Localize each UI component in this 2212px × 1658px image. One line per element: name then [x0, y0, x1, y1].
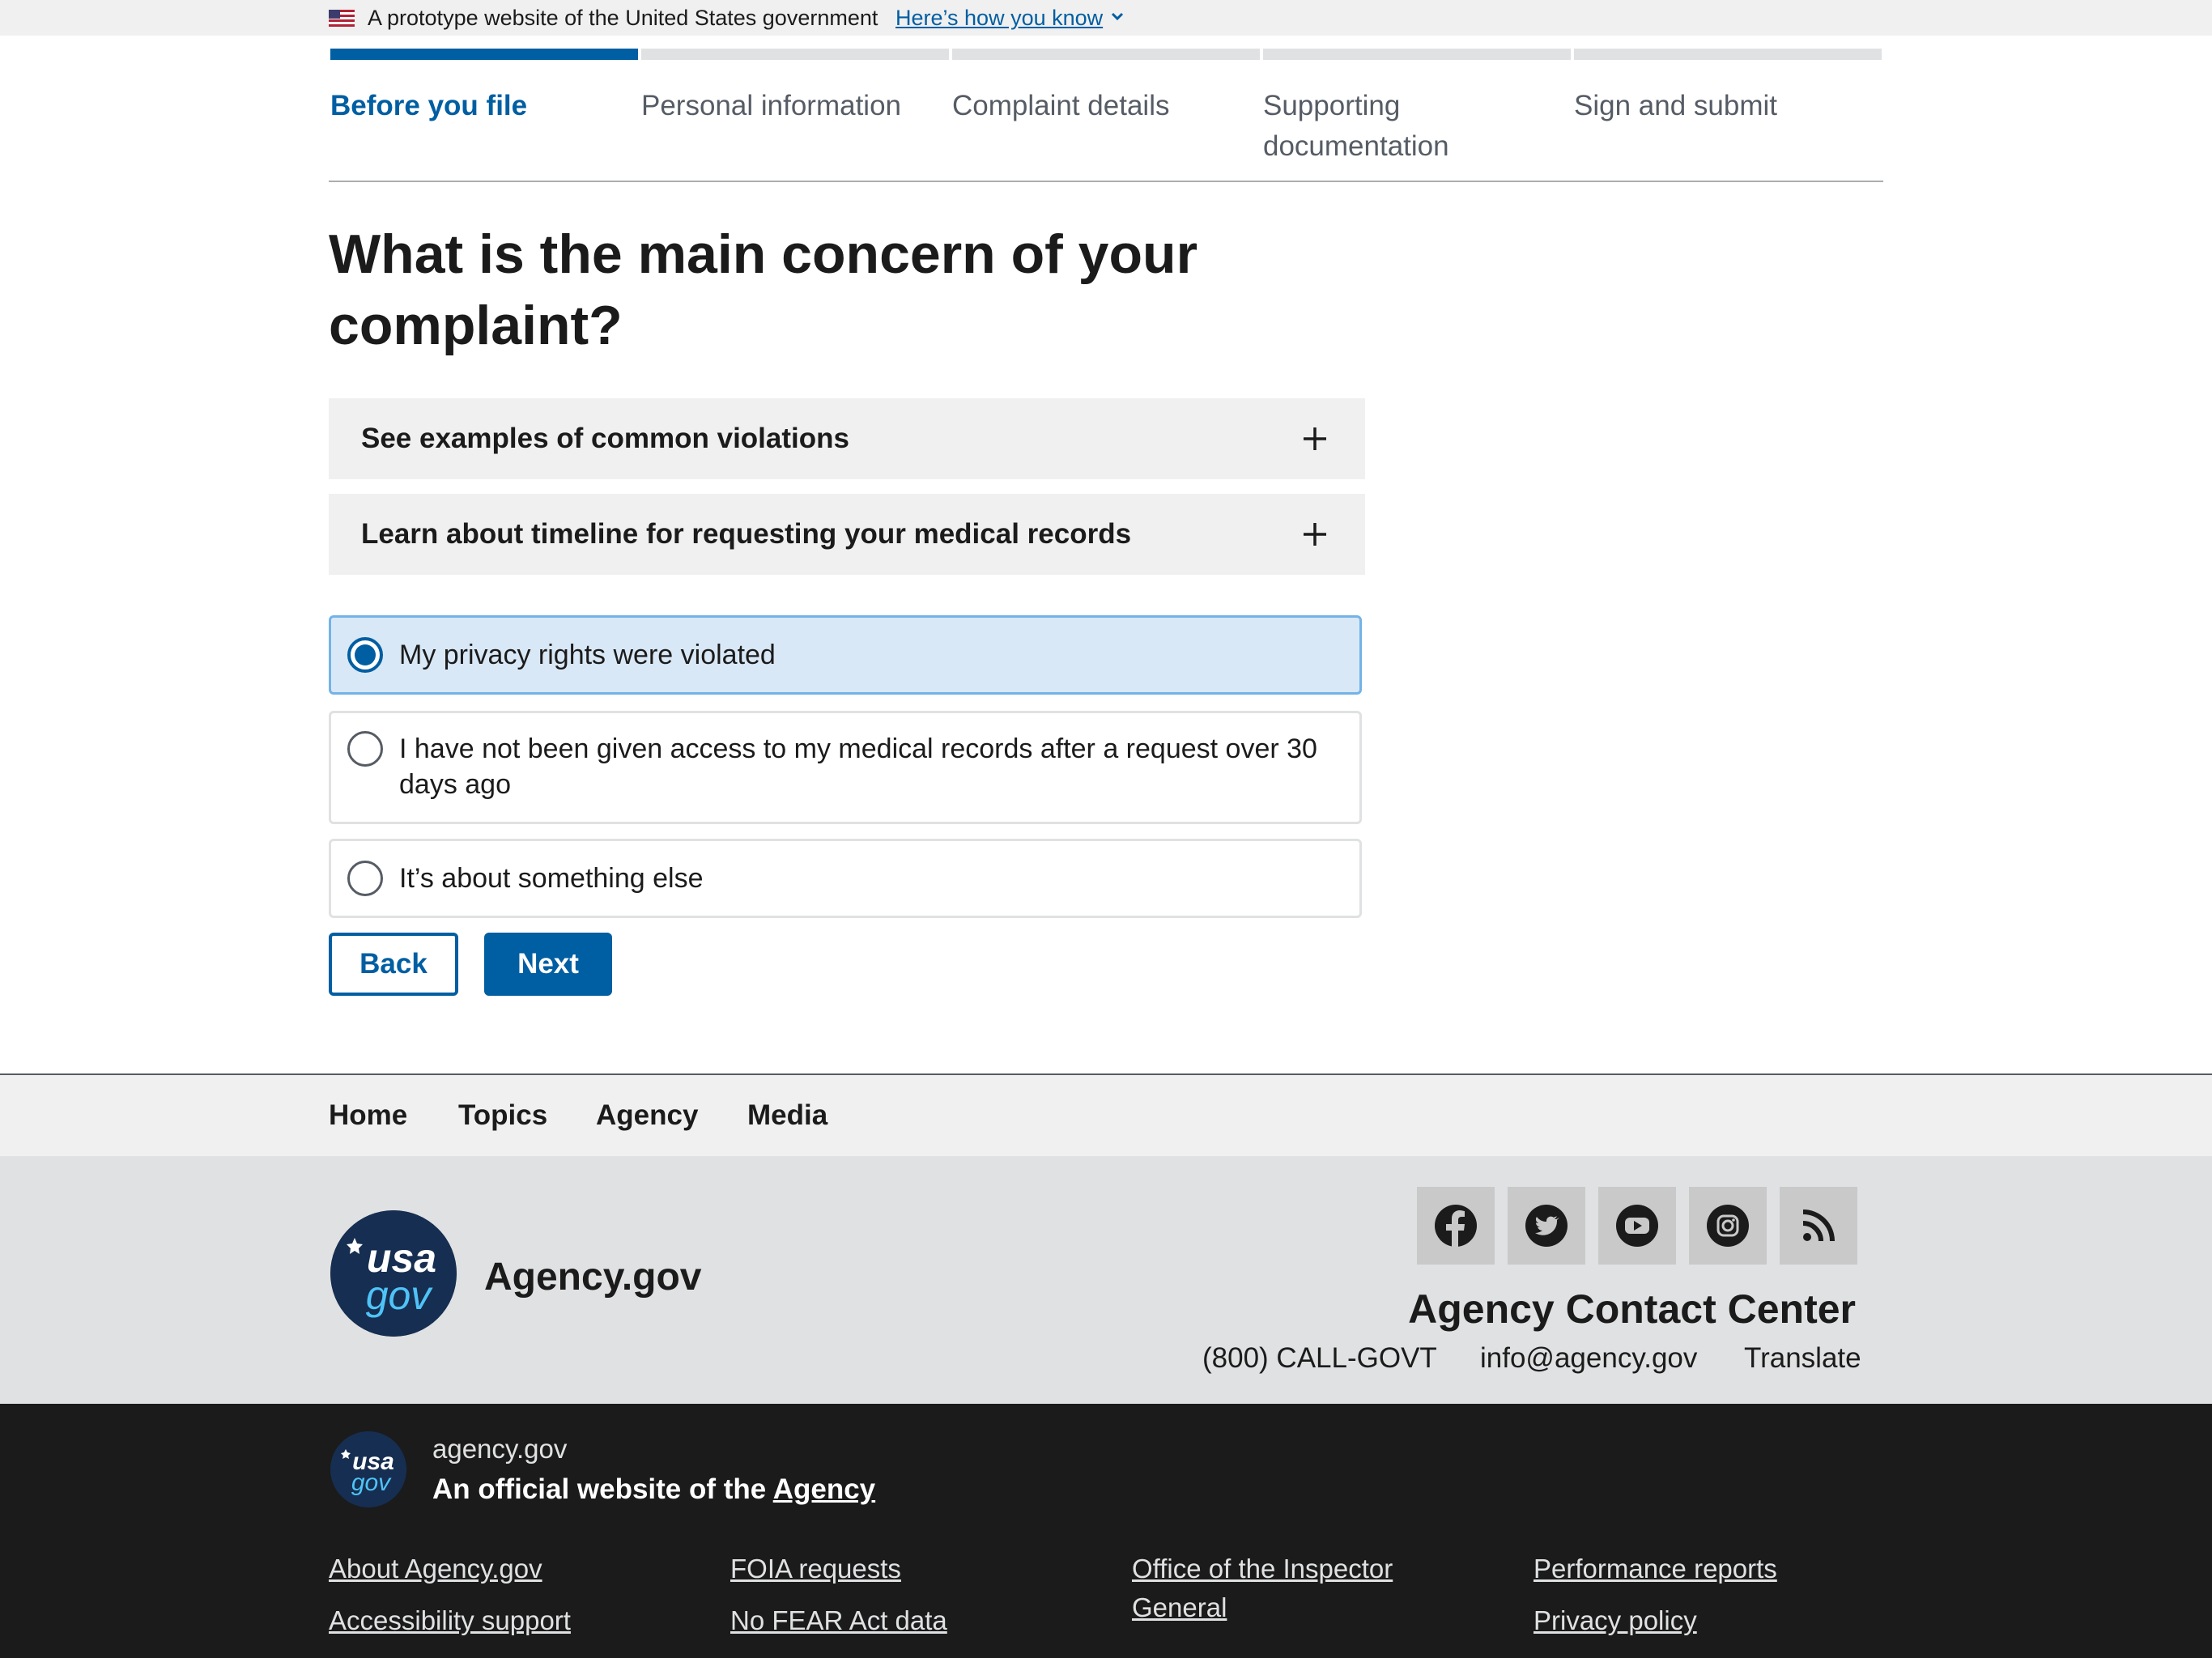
rss-link[interactable] — [1780, 1187, 1857, 1265]
step-bar — [330, 49, 638, 60]
radio-label: I have not been given access to my medical records after a request over 30 days ago — [399, 733, 1317, 800]
radio-label: It’s about something else — [399, 863, 704, 894]
radio-button[interactable] — [347, 861, 383, 896]
logo-text-usa: usa — [366, 1235, 437, 1281]
footer-nav-topics[interactable]: Topics — [458, 1099, 548, 1131]
usagov-logo-small — [330, 1431, 406, 1507]
logo-text-usa: usa — [352, 1448, 394, 1475]
footer-link[interactable]: No FEAR Act data — [730, 1605, 947, 1635]
gov-banner — [0, 0, 2212, 36]
step-label: Supporting documentation — [1263, 90, 1449, 162]
step-bar — [1574, 49, 1882, 60]
page-title: What is the main concern of your complaint? — [329, 223, 1198, 356]
agency-name: Agency.gov — [484, 1256, 702, 1299]
divider — [329, 181, 1883, 182]
contact-phone[interactable]: (800) CALL-GOVT — [1202, 1342, 1437, 1374]
facebook-link[interactable] — [1417, 1187, 1495, 1265]
facebook-icon — [1435, 1205, 1477, 1247]
identifier-official — [432, 1472, 875, 1507]
next-button[interactable]: Next — [484, 933, 612, 996]
logo-text-gov: gov — [351, 1469, 391, 1496]
accordion-common-violations[interactable] — [329, 398, 1365, 479]
heres-how-you-know-link[interactable]: Here’s how you know — [895, 6, 1104, 30]
step-label: Complaint details — [952, 90, 1170, 121]
footer-nav-home[interactable]: Home — [329, 1099, 408, 1131]
step-label: Before you file — [330, 90, 528, 121]
step-bar — [1263, 49, 1571, 60]
translate-link[interactable]: Translate — [1744, 1342, 1861, 1374]
us-flag-icon — [329, 10, 355, 27]
radio-button[interactable] — [347, 637, 383, 673]
accordion-label: Learn about timeline for requesting your medical records — [361, 518, 1132, 550]
plus-icon — [1300, 424, 1329, 453]
banner-text: A prototype website of the United States government — [368, 6, 878, 30]
radio-label: My privacy rights were violated — [399, 640, 776, 670]
footer-nav — [0, 1073, 2212, 1156]
identifier-official-prefix: An official website of the — [432, 1473, 767, 1505]
contact-center-title: Agency Contact Center — [1408, 1286, 1856, 1332]
identifier-agency-link[interactable]: Agency — [772, 1473, 876, 1505]
footer-link[interactable]: FOIA requests — [730, 1554, 901, 1584]
footer-link[interactable]: About Agency.gov — [329, 1554, 542, 1584]
radio-option-privacy[interactable] — [329, 615, 1362, 695]
step-sign-and-submit — [1574, 49, 1882, 126]
chevron-down-icon[interactable] — [1108, 6, 1127, 26]
instagram-icon — [1707, 1205, 1749, 1247]
footer-link[interactable]: Office of the Inspector General — [1132, 1554, 1393, 1622]
identifier-domain: agency.gov — [432, 1434, 568, 1464]
plus-icon — [1300, 520, 1329, 549]
accordion-label: See examples of common violations — [361, 423, 849, 454]
back-button[interactable]: Back — [329, 933, 458, 996]
accordion-medical-records-timeline[interactable] — [329, 494, 1365, 575]
twitter-icon — [1525, 1205, 1568, 1247]
step-bar — [641, 49, 949, 60]
step-personal-information — [641, 49, 949, 126]
radio-button[interactable] — [347, 731, 383, 767]
step-supporting-documentation — [1263, 49, 1571, 167]
logo-text-gov: gov — [365, 1273, 432, 1318]
footer-nav-media[interactable]: Media — [747, 1099, 828, 1131]
step-bar — [952, 49, 1260, 60]
rss-icon — [1797, 1205, 1840, 1247]
footer-link[interactable]: Accessibility support — [329, 1605, 571, 1635]
contact-email[interactable]: info@agency.gov — [1480, 1342, 1698, 1374]
twitter-link[interactable] — [1508, 1187, 1585, 1265]
step-complaint-details — [952, 49, 1260, 126]
footer-link[interactable]: Privacy policy — [1534, 1605, 1697, 1635]
footer-link[interactable]: Performance reports — [1534, 1554, 1777, 1584]
footer-nav-agency[interactable]: Agency — [596, 1099, 699, 1131]
youtube-icon — [1616, 1205, 1658, 1247]
youtube-link[interactable] — [1598, 1187, 1676, 1265]
step-label: Sign and submit — [1574, 90, 1777, 121]
step-label: Personal information — [641, 90, 901, 121]
radio-option-access[interactable] — [329, 711, 1362, 824]
instagram-link[interactable] — [1689, 1187, 1767, 1265]
radio-option-something-else[interactable] — [329, 839, 1362, 918]
step-before-you-file — [330, 49, 638, 126]
usagov-logo — [330, 1210, 457, 1337]
